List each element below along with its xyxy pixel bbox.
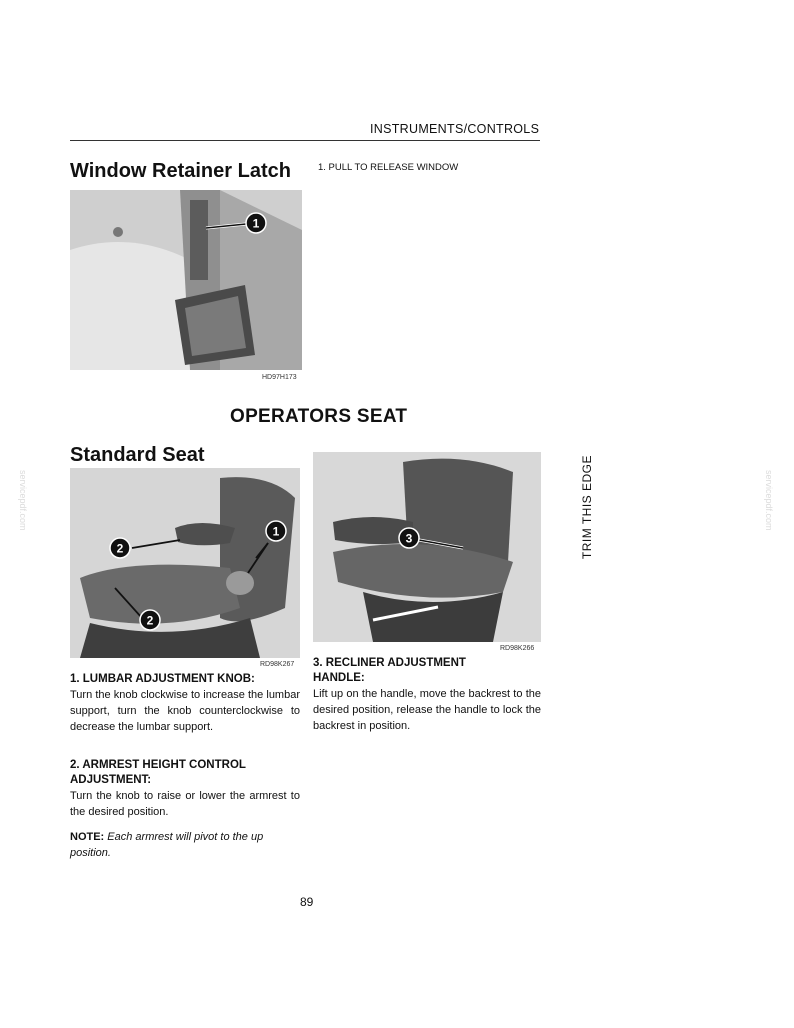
note-text: Each armrest will pivot to the up position. [70,831,264,859]
window-latch-title: Window Retainer Latch [70,160,291,182]
window-latch-figure-code: HD97H173 [262,374,297,381]
callout-1-text: 1 [252,216,260,231]
window-latch-callout [70,190,302,370]
lumbar-text: Turn the knob clockwise to increase the lumbar support, turn the knob counterclockwise to decrease the lumbar support. [70,689,300,733]
operators-seat-title: OPERATORS SEAT [230,406,408,427]
note-label: NOTE: [70,831,105,843]
seat-left-callouts [70,468,300,658]
recliner-title-line1: 3. RECLINER ADJUSTMENT [313,657,466,669]
standard-seat-title: Standard Seat [70,444,205,466]
seat-right-figure-code: RD98K266 [500,645,535,652]
header-rule [70,140,540,141]
section-header: INSTRUMENTS/CONTROLS [370,122,540,136]
callout-left-1-text: 1 [272,524,280,539]
lumbar-item [70,672,300,735]
callout-left-2a-text: 2 [116,541,124,556]
page-number: 89 [300,895,314,909]
watermark-left: servicepdf.com [18,470,28,531]
callout-left-2b-text: 2 [146,613,154,628]
seat-right-callouts [313,452,541,642]
watermark-right: servicepdf.com [764,470,774,531]
callout-right-3-text: 3 [405,531,413,546]
armrest-text: Turn the knob to raise or lower the armrest to the desired position. [70,790,300,818]
recliner-item [313,656,541,734]
trim-edge-label: TRIM THIS EDGE [580,455,594,560]
window-latch-caption: 1. PULL TO RELEASE WINDOW [318,162,459,173]
armrest-item [70,758,300,820]
recliner-title-line2: HANDLE: [313,672,365,684]
armrest-title-line1: 2. ARMREST HEIGHT CONTROL [70,759,246,771]
recliner-text: Lift up on the handle, move the backrest to the desired position, release the handle to lock the backrest in position. [313,688,541,732]
seat-left-figure-code: RD98K267 [260,661,295,668]
note-block [70,829,300,861]
lumbar-title: 1. LUMBAR ADJUSTMENT KNOB: [70,673,255,685]
armrest-title-line2: ADJUSTMENT: [70,774,152,786]
